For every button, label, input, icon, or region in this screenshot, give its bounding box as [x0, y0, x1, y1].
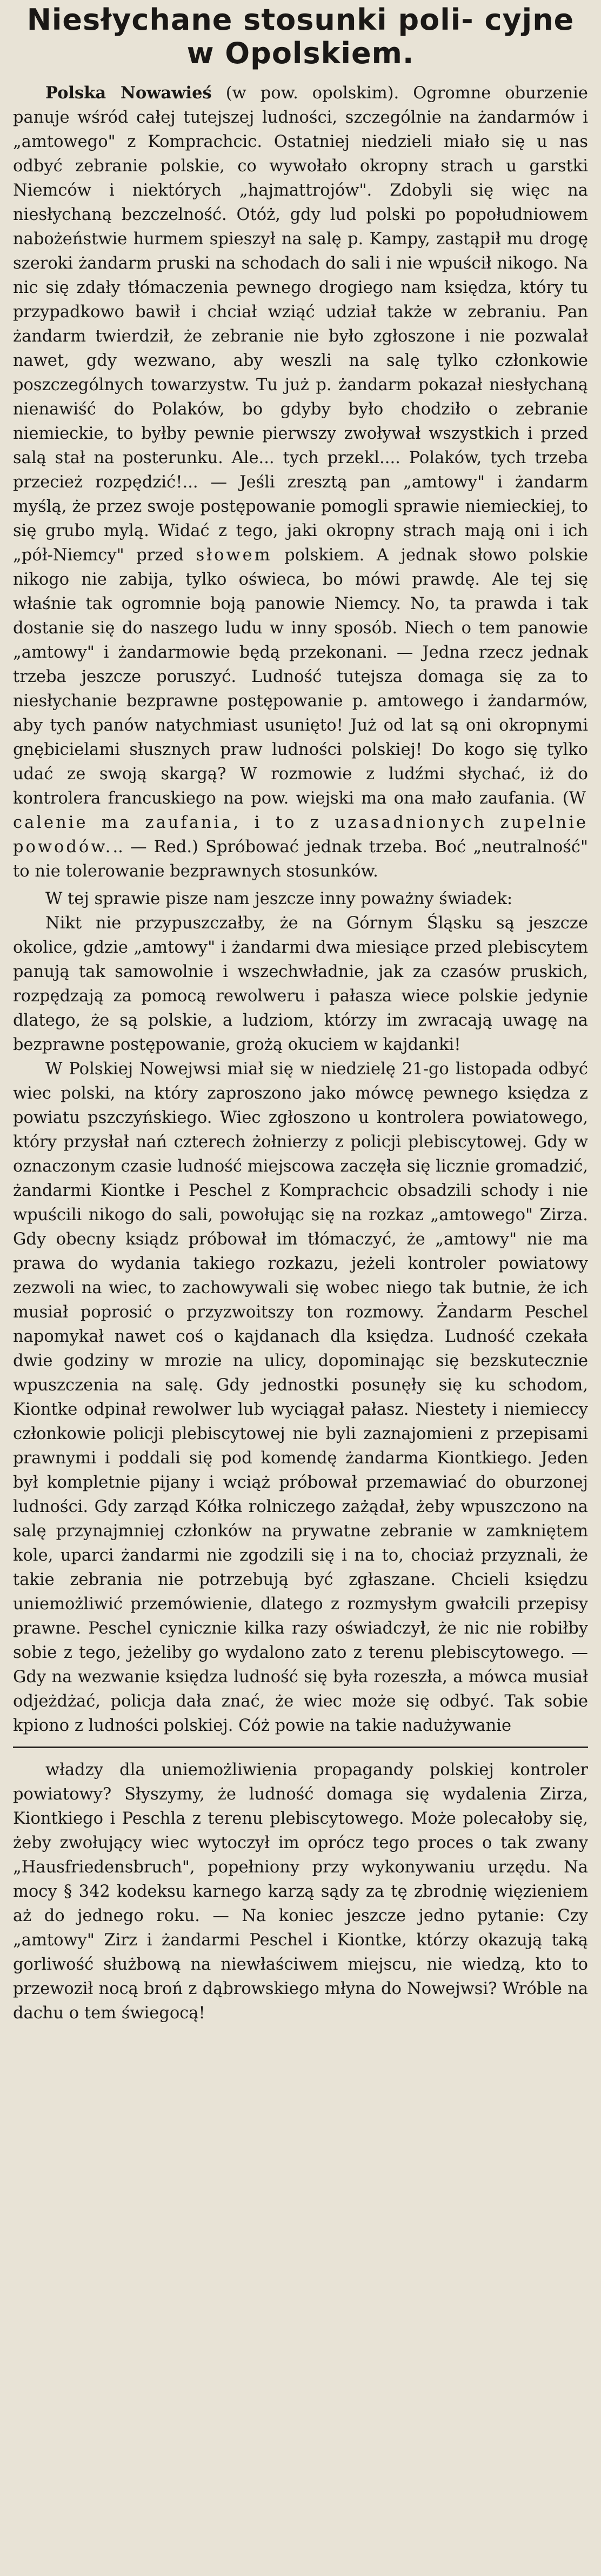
dateline: Polska Nowawieś: [45, 83, 212, 103]
article-headline: Niesłychane stosunki poli- cyjne w Opolskiem.: [26, 3, 575, 70]
paragraph-3: Nikt nie przypuszczałby, że na Górnym Śląsku są jeszcze okolice, gdzie „amtowy" i żandarmi dwa miesiące przed plebiscytem panują tak samowolnie i wszechwładnie, jak za czasów pruskich, rozpędzają za pomocą rewolweru i pałasza wiece polskie jedynie dlatego, że są polskie, a ludziom, którzy im zwracają uwagę na bezprawne postępowanie, grożą okuciem w kajdanki!: [13, 914, 588, 1054]
paragraph-4: W Polskiej Nowejwsi miał się w niedzielę 21-go listopada odbyć wiec polski, na który zaproszono jako mówcę pewnego księdza z powiatu pszczyńskiego. Wiec zgłoszono u kontrolera powiatowego, który przysłał nań czterech żołnierzy z policji plebiscytowej. Gdy w oznaczonym czasie ludność miejscowa zaczęła się licznie gromadzić, żandarmi Kiontke i Peschel z Komprachcic obsadzili schody i nie wpuścili nikogo do sali, powołując się na rozkaz „amtowego" Zirza. Gdy obecny ksiądz próbował im tłómaczyć, że „amtowy" nie ma prawa do wydania takiego rozkazu, jeżeli kontroler powiatowy zezwoli na wiec, to zachowywali się wobec niego tak butnie, że ich musiał poprosić o przyzwoitszy ton rozmowy. Żandarm Peschel napomykał nawet coś o kajdanach dla księdza. Ludność czekała dwie godziny w mrozie na ulicy, dopominając się bezskutecznie wpuszczenia na salę. Gdy jednostki posunęły się ku schodom, Kiontke odpinał rewolwer lub wyciągał pałasz. Niestety i niemieccy członkowie policji plebiscytowej nie byli zaznajomieni z przepisami prawnymi i poddali się pod komendę żandarma Kiontkiego. Jeden był kompletnie pijany i wciąż próbował przemawiać do oburzonej ludności. Gdy zarząd Kółka rolniczego zażądał, żeby wpuszczono na salę przynajmniej członków na prywatne zebranie w zamkniętem kole, uparci żandarmi nie zgodzili się i na to, chociaż przyznali, że takie zebrania nie potrzebują być zgłaszane. Chcieli księdzu uniemożliwić przemówienie, dlatego z rozmysłym gwałcili przepisy prawne. Peschel cynicznie kilka razy oświadczył, że nic nie robiłby sobie z tego, jeżeliby go wydalono zato z terenu plebiscytowego. — Gdy na wezwanie księdza ludność się była rozeszła, a mówca musiał odjeżdżać, policja dała znać, że wiec może się odbyć. Tak sobie kpiono z ludności polskiej. Cóż powie na takie nadużywanie: [13, 1060, 588, 1735]
paragraph-1-text-b: polskiem. A jednak słowo polskie nikogo nie zabija, tylko oświeca, bo mówi prawdę. Ale tej się właśnie tak ogromnie boją panowie Niemcy. No, ta prawda i tak dostanie się do naszego ludu w inny sposób. Niech o tem panowie „amtowy" i żandarmowie będą przekonani. — Jedna rzecz jednak trzeba jeszcze poruszyć. Ludność tutejsza domaga się za to niesłychanie bezprawne postępowanie p. amtowego i żandarmów, aby tych panów natychmiast usunięto! Już od lat są oni okropnymi gnębicielami słusznych praw ludności polskiej! Do kogo się tylko udać ze swoją skargą? W rozmowie z ludźmi słychać, iż do kontrolera francuskiego na pow. wiejski ma ona mało zaufania. (: [13, 546, 588, 808]
article-body: [13, 81, 588, 2025]
editor-note-spaced: W calenie ma zaufania, i to z uzasadnionych zupelnie powodów.: [13, 789, 588, 857]
paragraph-1: [13, 81, 588, 884]
paragraph-1-text-a: (w pow. opolskim). Ogromne oburzenie panuje wśród całej tutejszej ludności, szczególnie na żandarmów i „amtowego" z Komprachcic. Ostatniej niedzieli miało się u nas odbyć zebranie polskie, co wywołało okropny strach u garstki Niemców i niektórych „hajmattrojów". Zdobyli się więc na niesłychaną bezczelność. Otóż, gdy lud polski po popołudniowem nabożeństwie hurmem spieszył na salę p. Kampy, zastąpił mu drogę szeroki żandarm pruski na schodach do sali i nie wpuścił nikogo. Na nic się zdały tłómaczenia pewnego drogiego nam księdza, który tu przypadkowo bawił i chciał wziąć udział także w zebraniu. Pan żandarm twierdził, że zebranie nie było zgłoszone i nie pozwalał nawet, gdy wezwano, aby weszli na salę tylko członkowie poszczególnych towarzystw. Tu już p. żandarm pokazał niesłychaną nienawiść do Polaków, bo gdyby było chodziło o zebranie niemieckie, to byłby pewnie pierwszy zwoływał wszystkich i przed salą stał na posterunku. Ale... tych przekl.... Polaków, tych trzeba przecież rozpędzić!... — Jeśli zresztą pan „amtowy" i żandarm myślą, że przez swoje postępowanie pomogli sprawie niemieckiej, to się grubo mylą. Widać z tego, jaki okropny strach mają oni i ich „pół-Niemcy" przed: [13, 84, 588, 565]
column-divider: [13, 1747, 588, 1748]
paragraph-1-text-c: .. — Red.) Spróbować jednak trzeba. Boć „neutralność" to nie tolerowanie bezprawnych stosunków.: [13, 838, 588, 881]
spaced-word: słowem: [196, 546, 272, 565]
paragraph-5: władzy dla uniemożliwienia propagandy polskiej kontroler powiatowy? Słyszymy, że ludność domaga się wydalenia Zirza, Kiontkiego i Peschla z terenu plebiscytowego. Może polecałoby się, żeby zwołujący wiec wytoczył im oprócz tego proces o tak zwany „Hausfriedensbruch", popełniony przy wykonywaniu urzędu. Na mocy § 342 kodeksu karnego karzą sądy za tę zbrodnię więzieniem aż do jednego roku. — Na koniec jeszcze jedno pytanie: Czy „amtowy" Zirz i żandarmi Peschel i Kiontke, którzy okazują taką gorliwość służbową na niewłaściwem miejscu, nie wiedzą, kto to przewoził nocą broń z dąbrowskiego młyna do Nowejwsi? Wróble na dachu o tem świegocą!: [13, 1761, 588, 2023]
paragraph-2: W tej sprawie pisze nam jeszcze inny poważny świadek:: [45, 889, 513, 908]
